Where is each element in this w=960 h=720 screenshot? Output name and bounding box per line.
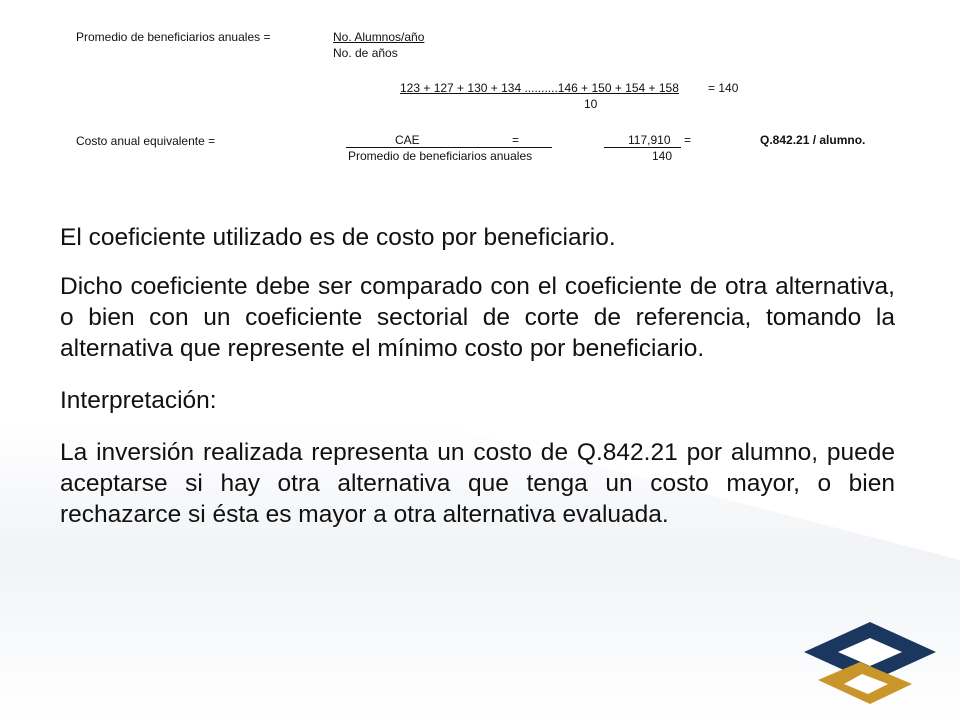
cae-fraction-bar bbox=[346, 147, 552, 148]
paragraph-coefficient: El coeficiente utilizado es de costo por beneficiario. bbox=[60, 224, 616, 251]
equivalent-cost-label: Costo anual equivalente = bbox=[76, 134, 216, 148]
cae-equals: = bbox=[512, 133, 520, 147]
sum-result: = 140 bbox=[708, 81, 739, 95]
value-fraction-bar bbox=[604, 147, 681, 148]
average-beneficiaries-label: Promedio de beneficiarios anuales = bbox=[76, 30, 271, 44]
paragraph-interpretation: La inversión realizada representa un costo de Q.842.21 por alumno, puede aceptarse si hay otra alternativa que tenga un costo mayor, o bien rechazarce si ésta es mayor a otra alternativa evaluada. bbox=[60, 439, 895, 528]
cae-numerator: CAE bbox=[395, 133, 420, 147]
paragraph-comparison: Dicho coeficiente debe ser comparado con el coeficiente de otra alternativa, o bien con un coeficiente sectorial de corte de referencia, tomando la alternativa que represente el mínimo costo por beneficiario. bbox=[60, 273, 895, 362]
cost-result: Q.842.21 / alumno. bbox=[760, 133, 866, 147]
value-equals: = bbox=[684, 133, 692, 147]
value-numerator: 117,910 bbox=[628, 133, 671, 147]
average-denominator: No. de años bbox=[333, 46, 398, 60]
cae-denominator: Promedio de beneficiarios anuales bbox=[348, 149, 533, 163]
sum-expression: 123 + 127 + 130 + 134 ..........146 + 150 + 154 + 158 bbox=[400, 81, 679, 95]
body-text bbox=[60, 222, 895, 530]
sum-divisor: 10 bbox=[584, 97, 598, 111]
value-denominator: 140 bbox=[652, 149, 673, 163]
interpretation-heading: Interpretación: bbox=[60, 387, 217, 414]
logo-icon bbox=[800, 622, 940, 704]
average-numerator: No. Alumnos/año bbox=[333, 30, 425, 44]
